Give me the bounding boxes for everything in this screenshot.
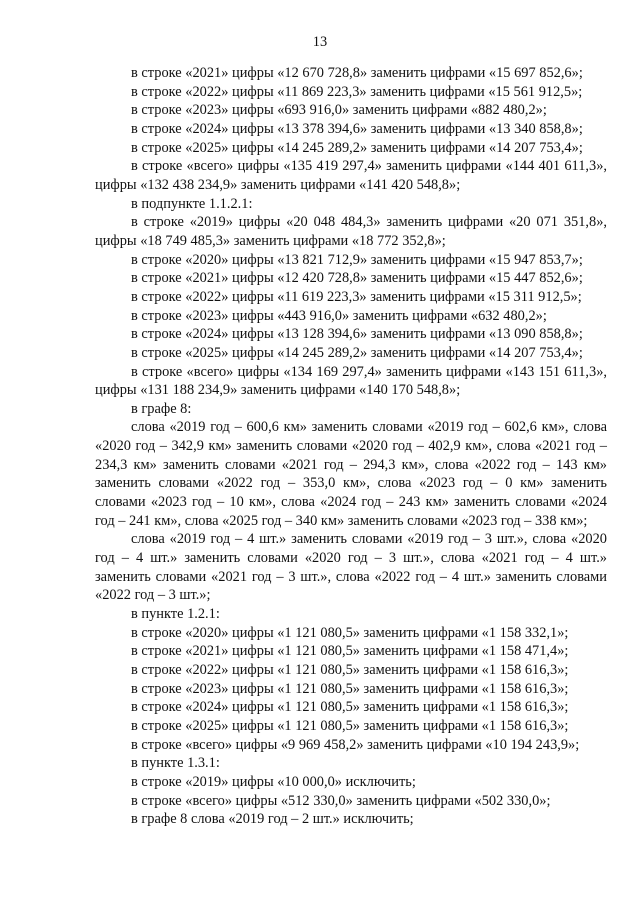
paragraph: в строке «2025» цифры «14 245 289,2» заменить цифрами «14 207 753,4»; — [131, 344, 583, 361]
paragraph: в строке «2023» цифры «1 121 080,5» заменить цифрами «1 158 616,3»; — [131, 680, 569, 697]
paragraph: слова «2019 год – 4 шт.» заменить словами «2019 год – 3 шт.», слова «2020 год – 4 шт.» заменить словами «2020 год – 3 шт.», слова «2021 год – 4 шт.» заменить словами «2021 год – 3 шт.», слова «2022 год – 4 шт.» заменить словами «2022 год – 3 шт.»; — [95, 531, 607, 604]
paragraph: в строке «2023» цифры «693 916,0» заменить цифрами «882 480,2»; — [131, 102, 547, 119]
paragraph: в строке «2025» цифры «1 121 080,5» заменить цифрами «1 158 616,3»; — [131, 717, 569, 734]
paragraph: в строке «2022» цифры «1 121 080,5» заменить цифрами «1 158 616,3»; — [131, 662, 569, 678]
paragraph: в строке «2023» цифры «443 916,0» заменить цифрами «632 480,2»; — [131, 307, 547, 324]
paragraph: в строке «2024» цифры «13 128 394,6» заменить цифрами «13 090 858,8»; — [131, 326, 583, 343]
paragraph: в строке «2020» цифры «13 821 712,9» заменить цифрами «15 947 853,7»; — [131, 251, 583, 268]
paragraph: в подпункте 1.1.2.1: — [131, 195, 253, 212]
paragraph: в строке «2021» цифры «1 121 080,5» заменить цифрами «1 158 471,4»; — [131, 643, 569, 660]
paragraph: в строке «всего» цифры «512 330,0» заменить цифрами «502 330,0»; — [131, 792, 551, 809]
paragraph: в графе 8: — [131, 400, 192, 417]
paragraph: слова «2019 год – 600,6 км» заменить словами «2019 год – 602,6 км», слова «2020 год – 342,9 км» заменить словами «2020 год – 402,9 км», слова «2021 год – 234,3 км» заменить словами «2021 год – 294,3 км», слова «2022 год – 143 км» заменить словами «2022 год – 353,0 км», слова «2023 год – 0 км» заменить словами «2023 год – 10 км», слова «2024 год – 243 км» заменить словами «2024 год – 241 км», слова «2025 год – 340 км» заменить словами «2023 год – 338 км»; — [95, 419, 607, 529]
paragraph: в строке «2024» цифры «13 378 394,6» заменить цифрами «13 340 858,8»; — [131, 120, 583, 137]
paragraph: в строке «2021» цифры «12 670 728,8» заменить цифрами «15 697 852,6»; — [131, 65, 583, 81]
paragraph: в пункте 1.3.1: — [131, 755, 220, 772]
paragraph: в строке «2020» цифры «1 121 080,5» заменить цифрами «1 158 332,1»; — [131, 624, 569, 641]
paragraph: в пункте 1.2.1: — [131, 606, 220, 623]
paragraph: в строке «2021» цифры «12 420 728,8» заменить цифрами «15 447 852,6»; — [131, 270, 583, 287]
paragraph: в графе 8 слова «2019 год – 2 шт.» исключить; — [131, 811, 414, 828]
document-body — [95, 64, 607, 829]
paragraph: в строке «2025» цифры «14 245 289,2» заменить цифрами «14 207 753,4»; — [131, 139, 583, 156]
paragraph: в строке «2022» цифры «11 619 223,3» заменить цифрами «15 311 912,5»; — [131, 288, 582, 305]
paragraph: в строке «всего» цифры «134 169 297,4» заменить цифрами «143 151 611,3», цифры «131 188 234,9» заменить цифрами «140 170 548,8»; — [95, 363, 607, 399]
paragraph: в строке «2019» цифры «10 000,0» исключить; — [131, 773, 416, 790]
page-number: 13 — [312, 34, 328, 50]
paragraph: в строке «2019» цифры «20 048 484,3» заменить цифрами «20 071 351,8», цифры «18 749 485,3» заменить цифрами «18 772 352,8»; — [95, 214, 607, 249]
paragraph: в строке «всего» цифры «135 419 297,4» заменить цифрами «144 401 611,3», цифры «132 438 234,9» заменить цифрами «141 420 548,8»; — [95, 158, 607, 193]
paragraph: в строке «всего» цифры «9 969 458,2» заменить цифрами «10 194 243,9»; — [131, 736, 580, 753]
paragraph: в строке «2022» цифры «11 869 223,3» заменить цифрами «15 561 912,5»; — [131, 83, 583, 100]
paragraph: в строке «2024» цифры «1 121 080,5» заменить цифрами «1 158 616,3»; — [131, 699, 569, 716]
